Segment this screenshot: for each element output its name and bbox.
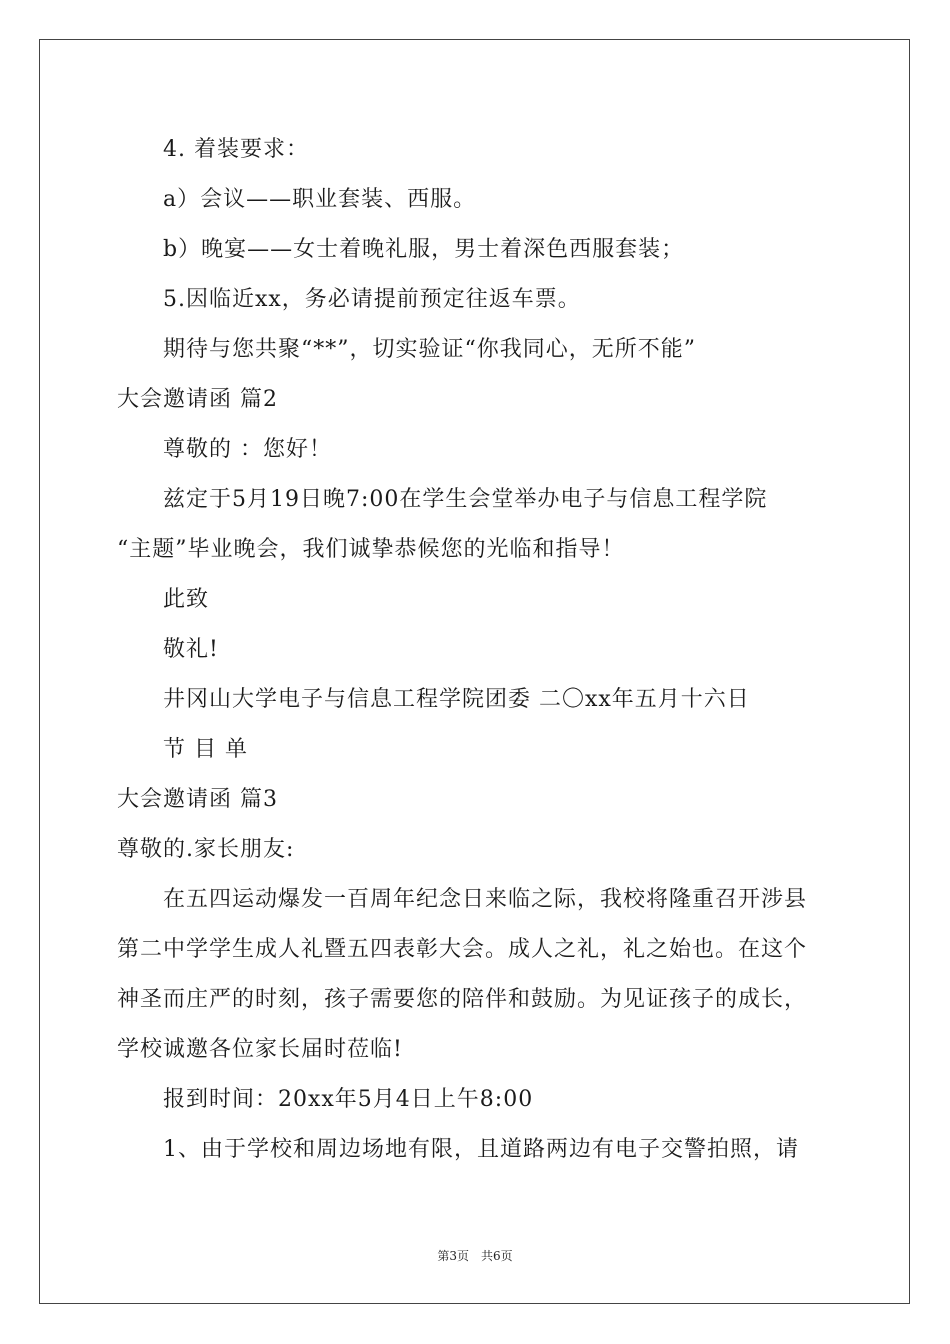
- body-3-line-2: 第二中学学生成人礼暨五四表彰大会。成人之礼，礼之始也。在这个: [117, 937, 808, 962]
- salutation-3: 尊敬的.家长朋友:: [117, 837, 295, 862]
- dress-code-meeting: a）会议——职业套装、西服。: [163, 187, 477, 212]
- salutation-2: 尊敬的 ：您好！: [163, 437, 332, 462]
- page-border: [39, 39, 910, 1304]
- closing-phrase: 此致: [163, 587, 210, 612]
- program-heading: 节 目 单: [163, 737, 248, 762]
- dress-code-heading: 4. 着装要求：: [163, 137, 309, 162]
- page-footer: 第3页 共6页: [437, 1249, 513, 1263]
- dress-code-banquet: b）晚宴——女士着晚礼服，男士着深色西服套装；: [163, 237, 685, 262]
- checkin-time: 报到时间：20xx年5月4日上午8:00: [163, 1087, 534, 1112]
- section-heading-3: 大会邀请函 篇3: [117, 787, 278, 812]
- body-3-line-3: 神圣而庄严的时刻，孩子需要您的陪伴和鼓励。为见证孩子的成长，: [117, 987, 808, 1012]
- body-2-line-2: “主题”毕业晚会，我们诚挚恭候您的光临和指导！: [117, 537, 625, 562]
- signature-line: 井冈山大学电子与信息工程学院团委 二〇xx年五月十六日: [163, 687, 750, 712]
- section-heading-2: 大会邀请函 篇2: [117, 387, 278, 412]
- regards: 敬礼!: [163, 637, 219, 662]
- body-3-line-4: 学校诚邀各位家长届时莅临!: [117, 1037, 403, 1062]
- notice-item-1: 1、由于学校和周边场地有限，且道路两边有电子交警拍照，请: [163, 1137, 799, 1162]
- closing-line: 期待与您共聚“**”，切实验证“你我同心，无所不能”: [163, 337, 696, 362]
- body-2-line-1: 兹定于5月19日晚7:00在学生会堂举办电子与信息工程学院: [163, 487, 768, 512]
- ticket-notice: 5.因临近xx，务必请提前预定往返车票。: [163, 287, 581, 312]
- body-3-line-1: 在五四运动爆发一百周年纪念日来临之际，我校将隆重召开涉县: [163, 887, 808, 912]
